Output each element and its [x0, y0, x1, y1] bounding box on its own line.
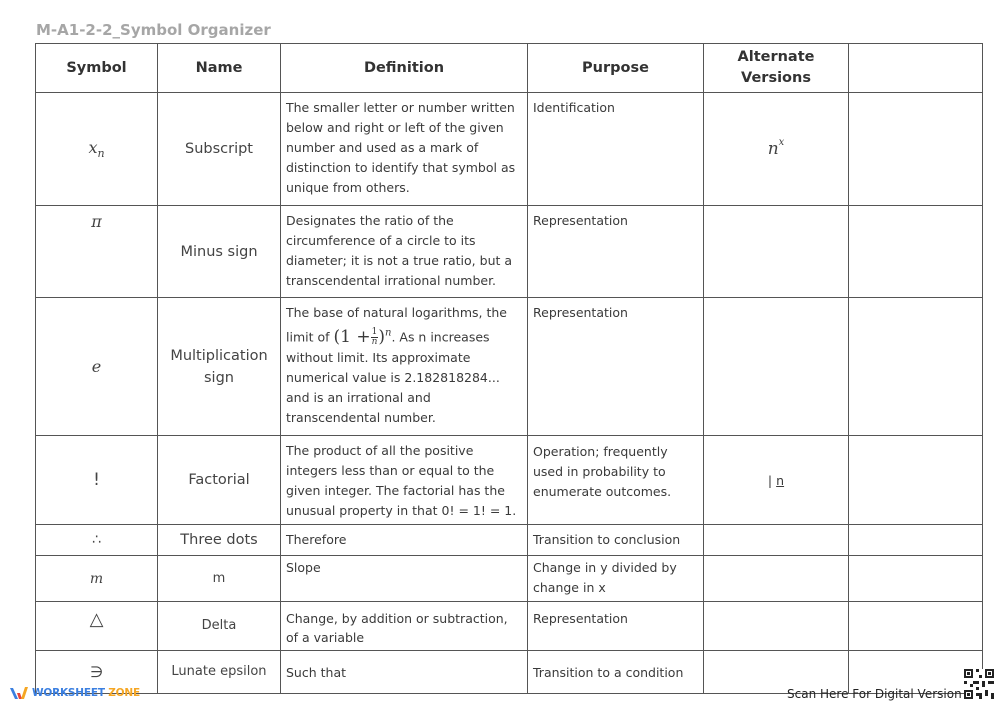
purpose-cell: Change in y divided by change in x	[528, 556, 704, 602]
definition-cell: Such that	[281, 651, 528, 694]
alternate-cell[interactable]	[704, 602, 849, 651]
formula-exponent: n	[385, 327, 392, 338]
table-row	[36, 602, 983, 651]
symbol-cell: m	[36, 556, 158, 602]
alternate-cell[interactable]	[704, 556, 849, 602]
symbol-cell: !	[36, 436, 158, 525]
alternate-cell	[704, 93, 849, 206]
table-row	[36, 556, 983, 602]
symbol-base: x	[88, 137, 98, 157]
alternate-bar: |	[767, 472, 773, 488]
alternate-cell[interactable]	[704, 206, 849, 298]
extra-cell[interactable]	[849, 298, 983, 436]
brand-zone: ZONE	[108, 687, 140, 699]
definition-cell: The smaller letter or number written below and right or left of the given number and used as a mark of distinction to identify that symbol as unique from others.	[281, 93, 528, 206]
symbol-cell	[36, 93, 158, 206]
qr-code-icon[interactable]	[964, 669, 994, 699]
definition-cell: Designates the ratio of the circumference of a circle to its diameter; it is not a true ratio, but a transcendental irrational number.	[281, 206, 528, 298]
name-cell: Three dots	[158, 525, 281, 556]
name-cell: Lunate epsilon	[158, 651, 281, 694]
symbol-subscript: n	[97, 147, 105, 161]
extra-cell[interactable]	[849, 436, 983, 525]
brand-worksheet: WORKSHEET	[32, 687, 105, 699]
definition-text-part2: . As n increases without limit. Its approximate numerical value is 2.182818284... and is an irrational and transcendental number.	[286, 329, 500, 425]
document-title: M-A1-2-2_Symbol Organizer	[36, 21, 271, 39]
header-blank	[849, 44, 983, 93]
name-cell: m	[158, 556, 281, 602]
header-alternate-line2: Versions	[741, 70, 811, 86]
purpose-cell: Transition to conclusion	[528, 525, 704, 556]
name-cell: Multiplication sign	[158, 298, 281, 436]
symbol-cell: e	[36, 298, 158, 436]
table-row	[36, 436, 983, 525]
extra-cell[interactable]	[849, 556, 983, 602]
purpose-cell: Representation	[528, 298, 704, 436]
purpose-cell: Identification	[528, 93, 704, 206]
formula-close: )	[378, 326, 385, 347]
definition-cell: Therefore	[281, 525, 528, 556]
purpose-cell: Transition to a condition	[528, 651, 704, 694]
name-cell: Subscript	[158, 93, 281, 206]
header-alternate-versions	[704, 44, 849, 93]
symbol-cell: △	[36, 602, 158, 651]
table-row	[36, 298, 983, 436]
extra-cell[interactable]	[849, 93, 983, 206]
alternate-base: n	[767, 139, 779, 159]
extra-cell[interactable]	[849, 525, 983, 556]
worksheet-zone-logo-icon	[9, 685, 29, 701]
limit-formula	[334, 327, 392, 347]
alternate-superscript: x	[778, 137, 785, 149]
symbol-organizer-table	[35, 43, 983, 694]
alternate-underlined-n: n	[776, 472, 785, 488]
purpose-cell: Representation	[528, 206, 704, 298]
scan-for-digital-version-label: Scan Here For Digital Version	[787, 687, 962, 701]
worksheet-zone-brand-text	[32, 687, 140, 699]
alternate-cell	[704, 436, 849, 525]
formula-open: (1 +	[333, 326, 371, 347]
worksheet-zone-logo[interactable]	[9, 685, 140, 701]
fraction-numerator: 1	[371, 326, 378, 337]
name-cell: Factorial	[158, 436, 281, 525]
table-row	[36, 525, 983, 556]
definition-cell: Change, by addition or subtraction, of a variable	[281, 602, 528, 651]
alternate-cell[interactable]	[704, 298, 849, 436]
header-name: Name	[158, 44, 281, 93]
extra-cell[interactable]	[849, 602, 983, 651]
purpose-cell: Representation	[528, 602, 704, 651]
definition-cell: The product of all the positive integers less than or equal to the given integer. The factorial has the unusual property in that 0! = 1! = 1.	[281, 436, 528, 525]
definition-cell	[281, 298, 528, 436]
extra-cell[interactable]	[849, 206, 983, 298]
header-alternate-line1: Alternate	[737, 49, 815, 65]
header-definition: Definition	[281, 44, 528, 93]
symbol-cell: ∴	[36, 525, 158, 556]
alternate-math	[768, 139, 785, 159]
fraction-denominator: n	[371, 336, 378, 347]
table-row	[36, 93, 983, 206]
table-row	[36, 206, 983, 298]
definition-text-part1: The base of natural logarithms, the limit of	[286, 305, 507, 345]
header-purpose: Purpose	[528, 44, 704, 93]
symbol-cell: π	[36, 206, 158, 298]
name-cell: Minus sign	[158, 206, 281, 298]
purpose-cell: Operation; frequently used in probability to enumerate outcomes.	[528, 436, 704, 525]
name-cell: Delta	[158, 602, 281, 651]
symbol-cell: ∋	[36, 651, 158, 694]
header-row	[36, 44, 983, 93]
definition-cell: Slope	[281, 556, 528, 602]
alternate-cell[interactable]	[704, 525, 849, 556]
header-symbol: Symbol	[36, 44, 158, 93]
